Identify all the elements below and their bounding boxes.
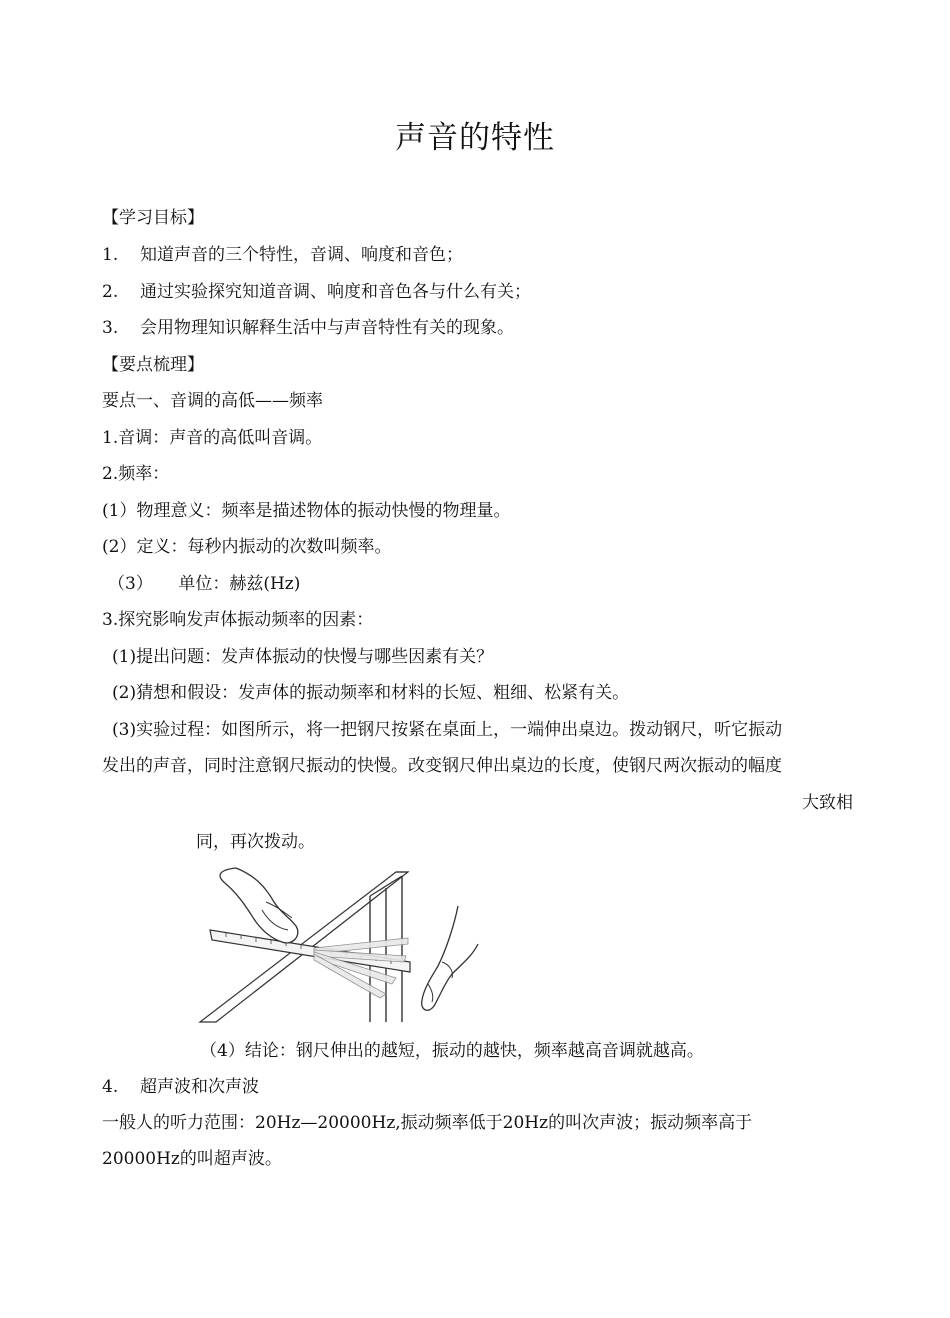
explore-process-line4: 同，再次拨动。 (196, 832, 315, 852)
objective-item (102, 243, 463, 267)
objective-number: 3. (102, 318, 119, 338)
objectives-header: 【学习目标】 (102, 208, 204, 228)
section4-text: 超声波和次声波 (140, 1077, 259, 1097)
explore-heading: 3.探究影响发声体振动频率的因素： (102, 610, 374, 630)
page-title: 声音的特性 (395, 120, 555, 156)
frequency-heading: 2.频率： (102, 464, 170, 484)
ruler-experiment-figure (196, 866, 488, 1026)
explore-process-line1: (3)实验过程：如图所示，将一把钢尺按紧在桌面上，一端伸出桌边。拨动钢尺，听它振动 (112, 720, 783, 740)
pitch-definition: 1.音调：声音的高低叫音调。 (102, 428, 323, 448)
objective-item (102, 280, 531, 304)
objective-text: 通过实验探究知道音调、响度和音色各与什么有关； (140, 282, 531, 302)
frequency-definition: (2）定义：每秒内振动的次数叫频率。 (102, 537, 392, 557)
frequency-meaning: (1）物理意义：频率是描述物体的振动快慢的物理量。 (102, 501, 511, 521)
objective-text: 知道声音的三个特性，音调、响度和音色； (140, 245, 463, 265)
explore-question: (1)提出问题：发声体振动的快慢与哪些因素有关？ (112, 647, 494, 667)
explore-process-line3: 大致相 (802, 793, 853, 813)
hearing-range-line1: 一般人的听力范围：20Hz—20000Hz,振动频率低于20Hz的叫次声波；振动频率高于 (102, 1113, 753, 1133)
point1-title: 要点一、音调的高低——频率 (102, 391, 323, 411)
objective-number: 2. (102, 282, 119, 302)
section4-title (102, 1075, 259, 1099)
explore-process-line2: 发出的声音，同时注意钢尺振动的快慢。改变钢尺伸出桌边的长度，使钢尺两次振动的幅度 (102, 756, 782, 776)
objective-text: 会用物理知识解释生活中与声音特性有关的现象。 (140, 318, 514, 338)
points-header: 【要点梳理】 (102, 355, 204, 375)
hearing-range-line2: 20000Hz的叫超声波。 (102, 1149, 282, 1169)
section4-number: 4. (102, 1077, 119, 1097)
conclusion: （4）结论：钢尺伸出的越短，振动的越快，频率越高音调就越高。 (200, 1041, 704, 1061)
objective-item (102, 316, 514, 340)
explore-hypothesis: (2)猜想和假设：发声体的振动频率和材料的长短、粗细、松紧有关。 (112, 683, 630, 703)
frequency-unit: （3） 单位：赫兹(Hz) (108, 574, 301, 594)
objective-number: 1. (102, 245, 119, 265)
